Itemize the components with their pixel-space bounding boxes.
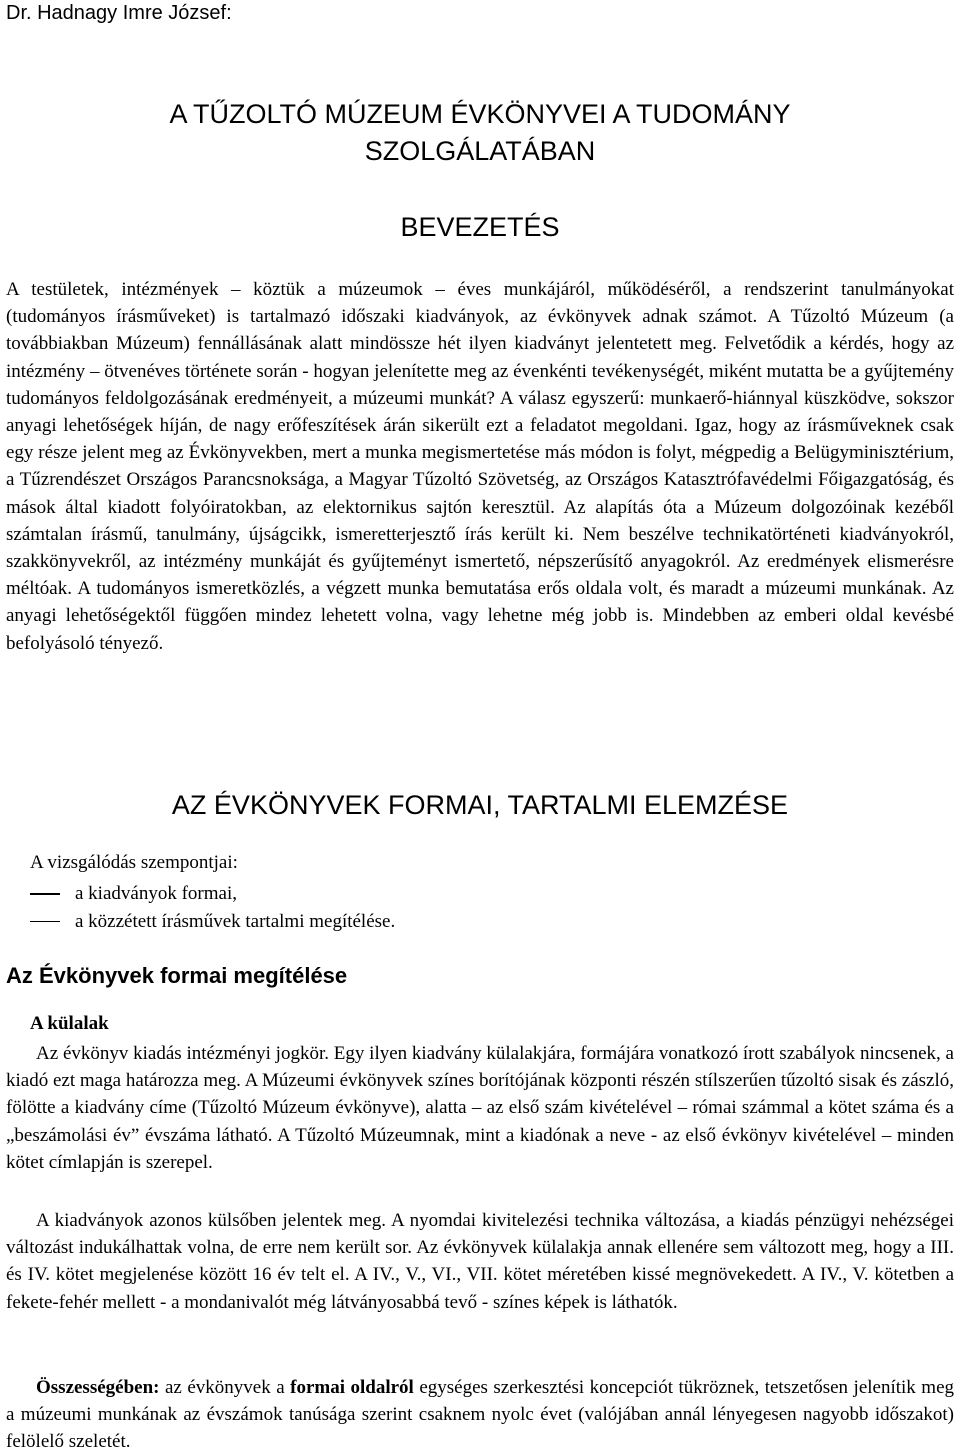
publication-paragraph: A kiadványok azonos külsőben jelentek meg. A nyomdai kivitelezési technika változása, a kiadás pénzügyi nehézségei változást indukálhattak volna, de erre nem került sor. Az évkönyvek külalakja annak ellenére sem változott meg, hogy a III. és IV. kötet megjelenése között 16 év telt el. A IV., V., VI., VII. kötet méretében kissé megnövekedett. A IV., V. kötetben a fekete-fehér mellett - a mondanivalót még látványosabbá tevő - színes képek is láthatók. <box>6 1210 954 1313</box>
appearance-paragraph: Az évkönyv kiadás intézményi jogkör. Egy ilyen kiadvány külalakjára, formájára vonatkozó írott szabályok nincsenek, a kiadó ezt maga határozza meg. A Múzeumi évkönyvek színes borítójának központi részén stílszerűen tűzoltó sisak és zászló, fölötte a kiadvány címe (Tűzoltó Múzeum évkönyve), alatta – az első szám kivételével – római számmal a kötet száma és a „beszámolási év” évszáma látható. A Tűzoltó Múzeumnak, mint a kiadónak a neve - az első évkönyv kivételével – minden kötet címlapján is szerepel. <box>6 1043 954 1173</box>
criteria-item-text: a közzétett írásművek tartalmi megítélése. <box>75 910 396 932</box>
title-line-2: SZOLGÁLATÁBAN <box>364 136 596 166</box>
summary-text-1: az évkönyvek a <box>159 1377 291 1398</box>
appearance-subheading: A külalak <box>30 1013 109 1034</box>
criteria-item-text: a kiadványok formai, <box>75 883 237 904</box>
title-line-1: A TŰZOLTÓ MÚZEUM ÉVKÖNYVEI A TUDOMÁNY <box>169 99 791 129</box>
criteria-intro: A vizsgálódás szempontjai: <box>30 852 238 873</box>
summary-paragraph <box>6 1374 954 1456</box>
list-item <box>30 880 395 908</box>
summary-text-2: egységes szerkesztési koncepciót tükröznek, tetszetősen jelenítik meg a múzeumi munkának az évszámok tanúsága szerint csaknem nyolc évet (valójában annál lényegesen nagyobb időszakot) felölelő szeletét. <box>6 1377 955 1453</box>
list-item <box>30 908 395 936</box>
author-name: Dr. Hadnagy Imre József: <box>6 2 232 24</box>
analysis-heading: AZ ÉVKÖNYVEK FORMAI, TARTALMI ELEMZÉSE <box>171 790 789 820</box>
page-title <box>60 96 900 170</box>
summary-label: Összességében: <box>36 1377 160 1398</box>
summary-emphasis: formai oldalról <box>290 1377 414 1398</box>
formal-heading: Az Évkönyvek formai megítélése <box>6 963 348 988</box>
criteria-list <box>30 880 395 935</box>
intro-heading: BEVEZETÉS <box>400 212 560 242</box>
dash-bullet-icon <box>30 893 60 895</box>
dash-bullet-icon <box>30 921 60 923</box>
intro-paragraph: A testületek, intézmények – köztük a múzeumok – éves munkájáról, működéséről, a rendszerint tanulmányokat (tudományos írásműveket) is tartalmazó időszaki kiadványok, az évkönyvek adnak számot. A Tűzoltó Múzeum (a továbbiakban Múzeum) fennállásának alatt mindössze hét ilyen kiadványt jelentetett meg. Felvetődik a kérdés, hogy az intézmény – ötvenéves története során - hogyan jelenítette meg az évenkénti tevékenységét, miként mutatta be a gyűjtemény tudományos feldolgozásának eredményeit, a múzeumi munkát? A válasz egyszerű: munkaerő-hiánnyal küszködve, sokszor anyagi lehetőségek híján, de nagy erőfeszítések árán sikerült ezt a feladatot megoldani. Igaz, hogy az írásműveknek csak egy része jelent meg az Évkönyvekben, mert a munka megismertetése más módon is folyt, mégpedig a Belügyminisztérium, a Tűzrendészet Országos Parancsnoksága, a Magyar Tűzoltó Szövetség, az Országos Katasztrófavédelmi Főigazgatóság, és mások által kiadott folyóiratokban, az elektornikus sajtón keresztül. Az alapítás óta a Múzeum dolgozóinak kezéből számtalan írásmű, tanulmány, újságcikk, ismeretterjesztő írás került ki. Nem beszélve technikatörténeti kiadványokról, szakkönyvekről, az intézmény munkáját és gyűjteményt ismertető, népszerűsítő anyagokról. Az eredmények elismerésre méltóak. A tudományos ismeretközlés, a végzett munka bemutatása erős oldala volt, és maradt a múzeumi munkának. Az anyagi lehetőségektől függően mindez lehetett volna, vagy lehetne még jobb is. Mindebben az emberi oldal kevésbé befolyásoló tényező. <box>6 279 954 654</box>
